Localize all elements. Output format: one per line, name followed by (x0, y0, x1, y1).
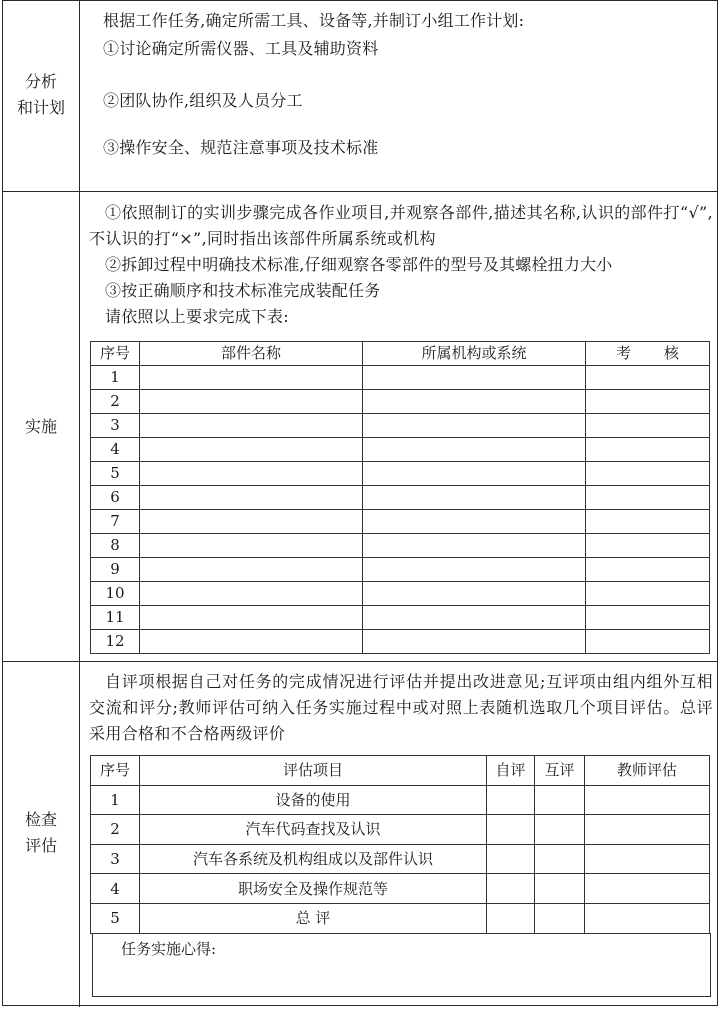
teacher-eval-cell (585, 874, 710, 904)
peer-eval-cell (535, 874, 585, 904)
col-header-self-eval: 自评 (487, 756, 535, 786)
row-index: 1 (91, 785, 140, 815)
peer-eval-cell (535, 785, 585, 815)
system-cell (363, 582, 586, 606)
part-name-cell (140, 390, 363, 414)
section-divider-analysis (3, 191, 717, 192)
reflection-box (92, 933, 711, 997)
assessment-cell (586, 390, 710, 414)
system-cell (363, 486, 586, 510)
row-index: 4 (91, 438, 140, 462)
col-header-system: 所属机构或系统 (363, 342, 586, 366)
assessment-cell (586, 534, 710, 558)
row-index: 8 (91, 534, 140, 558)
row-index: 11 (91, 606, 140, 630)
implementation-step-1: ①依照制订的实训步骤完成各作业项目,并观察各部件,描述其名称,认识的部件打“√”,不认识的打“×”,同时指出该部件所属系统或机构 (89, 203, 713, 248)
teacher-eval-cell (585, 903, 710, 933)
parts-table (90, 341, 710, 654)
row-index: 1 (91, 366, 140, 390)
table-header-row (91, 342, 710, 366)
analysis-item-2: ②团队协作,组织及人员分工 (103, 91, 303, 110)
part-name-cell (140, 414, 363, 438)
row-index: 5 (91, 462, 140, 486)
system-cell (363, 630, 586, 654)
table-row (91, 558, 710, 582)
row-index: 4 (91, 874, 140, 904)
self-eval-cell (487, 815, 535, 845)
section-divider-implementation (3, 661, 717, 662)
table-row (91, 390, 710, 414)
analysis-item-1: ①讨论确定所需仪器、工具及辅助资料 (103, 39, 379, 58)
system-cell (363, 438, 586, 462)
system-cell (363, 390, 586, 414)
part-name-cell (140, 582, 363, 606)
col-header-index: 序号 (91, 756, 140, 786)
table-row (91, 486, 710, 510)
part-name-cell (140, 366, 363, 390)
eval-item-cell: 总 评 (140, 903, 487, 933)
row-index: 2 (91, 390, 140, 414)
table-row (91, 534, 710, 558)
system-cell (363, 414, 586, 438)
assessment-cell (586, 486, 710, 510)
col-header-assessment: 考 核 (586, 342, 710, 366)
evaluation-table (90, 755, 710, 934)
col-header-peer-eval: 互评 (535, 756, 585, 786)
system-cell (363, 534, 586, 558)
self-eval-cell (487, 844, 535, 874)
part-name-cell (140, 606, 363, 630)
teacher-eval-cell (585, 844, 710, 874)
section-label-line: 评估 (24, 836, 57, 855)
row-index: 10 (91, 582, 140, 606)
eval-item-cell: 职场安全及操作规范等 (140, 874, 487, 904)
table-header-row (91, 756, 710, 786)
teacher-eval-cell (585, 785, 710, 815)
part-name-cell (140, 510, 363, 534)
assessment-cell (586, 462, 710, 486)
system-cell (363, 366, 586, 390)
part-name-cell (140, 630, 363, 654)
evaluation-instructions: 自评项根据自己对任务的完成情况进行评估并提出改进意见;互评项由组内组外互相交流和评分;教师评估可纳入任务实施过程中或对照上表随机选取几个项目评估。总评采用合格和不合格两级评价 (89, 672, 713, 743)
system-cell (363, 558, 586, 582)
table-row (91, 366, 710, 390)
assessment-cell (586, 438, 710, 462)
table-row (91, 414, 710, 438)
table-row (91, 606, 710, 630)
system-cell (363, 462, 586, 486)
row-index: 5 (91, 903, 140, 933)
row-index: 3 (91, 414, 140, 438)
label-column-divider (79, 1, 80, 1007)
part-name-cell (140, 462, 363, 486)
self-eval-cell (487, 903, 535, 933)
worksheet-frame (2, 0, 718, 1006)
analysis-intro: 根据工作任务,确定所需工具、设备等,并制订小组工作计划: (103, 11, 525, 30)
peer-eval-cell (535, 903, 585, 933)
row-index: 3 (91, 844, 140, 874)
assessment-cell (586, 510, 710, 534)
col-header-teacher-eval: 教师评估 (585, 756, 710, 786)
row-index: 9 (91, 558, 140, 582)
row-index: 2 (91, 815, 140, 845)
table-row (91, 438, 710, 462)
self-eval-cell (487, 874, 535, 904)
row-index: 6 (91, 486, 140, 510)
system-cell (363, 606, 586, 630)
analysis-item-3: ③操作安全、规范注意事项及技术标准 (103, 138, 379, 157)
assessment-cell (586, 366, 710, 390)
row-index: 7 (91, 510, 140, 534)
assessment-cell (586, 582, 710, 606)
col-header-eval-item: 评估项目 (140, 756, 487, 786)
section-label-line: 实施 (24, 417, 57, 436)
implementation-step-3: ③按正确顺序和技术标准完成装配任务 (105, 281, 381, 300)
peer-eval-cell (535, 844, 585, 874)
section-label-evaluation (3, 807, 79, 859)
part-name-cell (140, 486, 363, 510)
table-row (91, 582, 710, 606)
implementation-step-2: ②拆卸过程中明确技术标准,仔细观察各零部件的型号及其螺栓扭力大小 (105, 255, 613, 274)
assessment-cell (586, 414, 710, 438)
col-header-index: 序号 (91, 342, 140, 366)
assessment-cell (586, 630, 710, 654)
row-index: 12 (91, 630, 140, 654)
part-name-cell (140, 438, 363, 462)
reflection-label: 任务实施心得: (121, 940, 217, 958)
section-label-analysis (3, 69, 79, 121)
eval-item-cell: 汽车各系统及机构组成以及部件认识 (140, 844, 487, 874)
table-row (91, 874, 710, 904)
peer-eval-cell (535, 815, 585, 845)
eval-item-cell: 汽车代码查找及认识 (140, 815, 487, 845)
table-row (91, 630, 710, 654)
table-row (91, 815, 710, 845)
assessment-cell (586, 606, 710, 630)
table-row (91, 510, 710, 534)
col-header-part-name: 部件名称 (140, 342, 363, 366)
system-cell (363, 510, 586, 534)
teacher-eval-cell (585, 815, 710, 845)
implementation-instruction: 请依照以上要求完成下表: (105, 307, 289, 326)
section-label-line: 分析 (24, 72, 57, 91)
table-row (91, 903, 710, 933)
section-label-implementation (3, 414, 79, 440)
part-name-cell (140, 558, 363, 582)
part-name-cell (140, 534, 363, 558)
table-row (91, 785, 710, 815)
eval-item-cell: 设备的使用 (140, 785, 487, 815)
table-row (91, 462, 710, 486)
self-eval-cell (487, 785, 535, 815)
section-label-line: 和计划 (16, 98, 65, 117)
table-row (91, 844, 710, 874)
assessment-cell (586, 558, 710, 582)
section-label-line: 检查 (24, 810, 57, 829)
